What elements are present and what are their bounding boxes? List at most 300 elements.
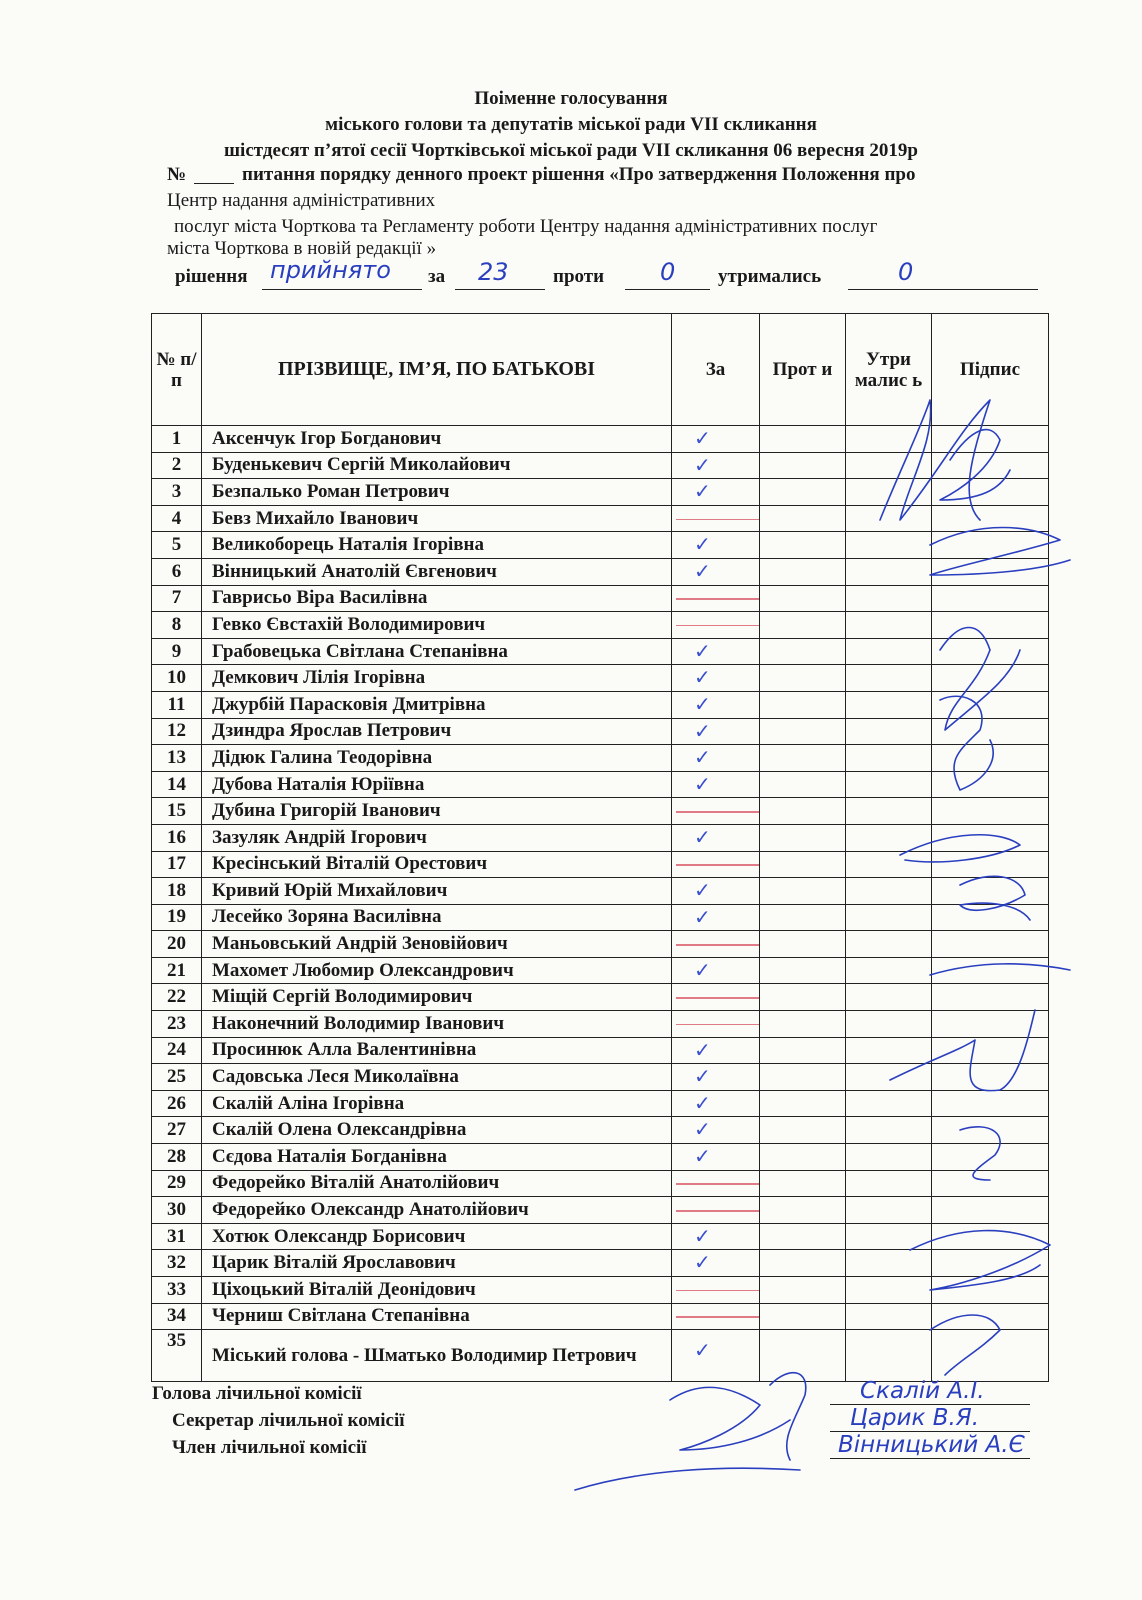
vote-against-cell <box>760 638 846 665</box>
vote-against-cell <box>760 1144 846 1171</box>
row-number: 10 <box>152 665 202 692</box>
checkmark-icon: ✓ <box>694 824 711 849</box>
member-label: Член лічильної комісії <box>172 1437 367 1458</box>
row-number: 28 <box>152 1144 202 1171</box>
abstain-underline <box>848 289 1038 290</box>
row-number: 26 <box>152 1090 202 1117</box>
signature-cell <box>932 904 1049 931</box>
vote-abstain-cell <box>846 585 932 612</box>
signature-cell <box>932 824 1049 851</box>
signature-cell <box>932 558 1049 585</box>
table-row <box>152 745 1049 772</box>
deputy-name: Садовська Леся Миколаївна <box>202 1064 672 1091</box>
row-number: 2 <box>152 452 202 479</box>
col-header-signature: Підпис <box>932 314 1049 426</box>
vote-against-cell <box>760 798 846 825</box>
vote-for-cell <box>672 558 760 585</box>
signature-cell <box>932 505 1049 532</box>
deputy-name: Скалій Олена Олександрівна <box>202 1117 672 1144</box>
vote-against-cell <box>760 904 846 931</box>
deputy-name: Вінницький Анатолій Євгенович <box>202 558 672 585</box>
table-row <box>152 771 1049 798</box>
signature-cell <box>932 612 1049 639</box>
deputy-name: Гевко Євстахій Володимирович <box>202 612 672 639</box>
vote-against-cell <box>760 824 846 851</box>
vote-for-cell <box>672 1090 760 1117</box>
vote-abstain-cell <box>846 745 932 772</box>
vote-for-cell <box>672 691 760 718</box>
against-underline <box>625 289 710 290</box>
row-number: 12 <box>152 718 202 745</box>
for-value: 23 <box>478 258 509 286</box>
vote-for-cell <box>672 798 760 825</box>
table-row <box>152 798 1049 825</box>
col-header-for: За <box>672 314 760 426</box>
signature-cell <box>932 1117 1049 1144</box>
absent-dash <box>676 811 760 813</box>
vote-for-cell <box>672 1223 760 1250</box>
absent-dash <box>676 1024 760 1026</box>
deputy-name: Міський голова - Шматько Володимир Петрович <box>202 1330 672 1382</box>
vote-abstain-cell <box>846 824 932 851</box>
vote-abstain-cell <box>846 1144 932 1171</box>
checkmark-icon: ✓ <box>694 718 711 743</box>
col-header-against: Прот и <box>760 314 846 426</box>
absent-dash <box>676 1183 760 1185</box>
table-row <box>152 878 1049 905</box>
chair-name: Скалій А.І. <box>860 1378 985 1404</box>
deputy-name: Зазуляк Андрій Ігорович <box>202 824 672 851</box>
vote-abstain-cell <box>846 426 932 453</box>
deputy-name: Великоборець Наталія Ігорівна <box>202 532 672 559</box>
vote-abstain-cell <box>846 1011 932 1038</box>
checkmark-icon: ✓ <box>694 426 711 450</box>
vote-for-cell <box>672 426 760 453</box>
deputy-name: Демкович Лілія Ігорівна <box>202 665 672 692</box>
vote-abstain-cell <box>846 931 932 958</box>
signature-cell <box>932 878 1049 905</box>
vote-for-cell <box>672 931 760 958</box>
issue-text-line-2: Центр надання адміністративних <box>167 190 436 211</box>
row-number: 33 <box>152 1277 202 1304</box>
vote-for-cell <box>672 1197 760 1224</box>
vote-for-cell <box>672 851 760 878</box>
deputy-name: Скалій Аліна Ігорівна <box>202 1090 672 1117</box>
vote-abstain-cell <box>846 878 932 905</box>
row-number: 7 <box>152 585 202 612</box>
vote-against-cell <box>760 1117 846 1144</box>
vote-against-cell <box>760 532 846 559</box>
vote-abstain-cell <box>846 505 932 532</box>
checkmark-icon: ✓ <box>694 904 711 929</box>
vote-table <box>151 313 1049 1382</box>
vote-for-cell <box>672 1250 760 1277</box>
vote-for-cell <box>672 1170 760 1197</box>
issue-text-line-4: міста Чорткова в новій редакції » <box>167 238 437 259</box>
table-row <box>152 957 1049 984</box>
vote-for-cell <box>672 745 760 772</box>
checkmark-icon: ✓ <box>694 1090 711 1115</box>
col-header-name: ПРІЗВИЩЕ, ІМ’Я, ПО БАТЬКОВІ <box>202 314 672 426</box>
row-number: 18 <box>152 878 202 905</box>
table-row <box>152 532 1049 559</box>
absent-dash <box>676 1210 760 1212</box>
member-name: Вінницький А.Є <box>838 1432 1025 1458</box>
issue-text-line-3: послуг міста Чорткова та Регламенту роботи Центру надання адміністративних послуг <box>174 216 878 237</box>
document-subtitle-1: міського голови та депутатів міської ради VII скликання <box>325 114 817 135</box>
vote-abstain-cell <box>846 1117 932 1144</box>
deputy-name: Хотюк Олександр Борисович <box>202 1223 672 1250</box>
signature-cell <box>932 665 1049 692</box>
for-label: за <box>428 266 446 287</box>
table-row <box>152 479 1049 506</box>
vote-abstain-cell <box>846 1090 932 1117</box>
row-number: 31 <box>152 1223 202 1250</box>
table-header-row <box>152 314 1049 426</box>
absent-dash <box>676 864 760 866</box>
signature-cell <box>932 718 1049 745</box>
vote-against-cell <box>760 1250 846 1277</box>
deputy-name: Аксенчук Ігор Богданович <box>202 426 672 453</box>
checkmark-icon: ✓ <box>694 771 711 796</box>
vote-abstain-cell <box>846 798 932 825</box>
signature-cell <box>932 452 1049 479</box>
table-row <box>152 691 1049 718</box>
table-row <box>152 1303 1049 1330</box>
table-row <box>152 1144 1049 1171</box>
vote-for-cell <box>672 1277 760 1304</box>
deputy-name: Федорейко Олександр Анатолійович <box>202 1197 672 1224</box>
row-number: 16 <box>152 824 202 851</box>
deputy-name: Дубина Григорій Іванович <box>202 798 672 825</box>
issue-number-prefix: № <box>167 164 187 185</box>
absent-dash <box>676 598 760 600</box>
deputy-name: Дідюк Галина Теодорівна <box>202 745 672 772</box>
table-row <box>152 558 1049 585</box>
deputy-name: Безпалько Роман Петрович <box>202 479 672 506</box>
issue-text: питання порядку денного проект рішення «Про затвердження Положення про <box>242 164 916 185</box>
vote-against-cell <box>760 1090 846 1117</box>
signature-cell <box>932 532 1049 559</box>
deputy-name: Федорейко Віталій Анатолійович <box>202 1170 672 1197</box>
checkmark-icon: ✓ <box>694 665 711 690</box>
vote-against-cell <box>760 452 846 479</box>
secretary-label: Секретар лічильної комісії <box>172 1410 405 1431</box>
vote-abstain-cell <box>846 1197 932 1224</box>
vote-against-cell <box>760 1223 846 1250</box>
vote-against-cell <box>760 851 846 878</box>
vote-for-cell <box>672 904 760 931</box>
table-row <box>152 665 1049 692</box>
vote-for-cell <box>672 718 760 745</box>
vote-against-cell <box>760 984 846 1011</box>
vote-abstain-cell <box>846 1037 932 1064</box>
deputy-name: Лесейко Зоряна Василівна <box>202 904 672 931</box>
vote-for-cell <box>672 665 760 692</box>
vote-for-cell <box>672 638 760 665</box>
row-number: 4 <box>152 505 202 532</box>
checkmark-icon: ✓ <box>694 1223 711 1248</box>
member-underline <box>830 1458 1030 1459</box>
checkmark-icon: ✓ <box>694 479 711 504</box>
row-number: 1 <box>152 426 202 453</box>
vote-abstain-cell <box>846 558 932 585</box>
deputy-name: Просинюк Алла Валентинівна <box>202 1037 672 1064</box>
checkmark-icon: ✓ <box>694 1064 711 1089</box>
signature-cell <box>932 1090 1049 1117</box>
signature-cell <box>932 1144 1049 1171</box>
table-row <box>152 718 1049 745</box>
checkmark-icon: ✓ <box>694 1338 711 1363</box>
vote-against-cell <box>760 1011 846 1038</box>
deputy-name: Царик Віталій Ярославович <box>202 1250 672 1277</box>
vote-against-cell <box>760 745 846 772</box>
vote-abstain-cell <box>846 665 932 692</box>
vote-against-cell <box>760 505 846 532</box>
row-number: 22 <box>152 984 202 1011</box>
signature-cell <box>932 1064 1049 1091</box>
table-row <box>152 505 1049 532</box>
signature-cell <box>932 426 1049 453</box>
vote-for-cell <box>672 771 760 798</box>
row-number: 5 <box>152 532 202 559</box>
vote-abstain-cell <box>846 532 932 559</box>
deputy-name: Ціхоцький Віталій Деонідович <box>202 1277 672 1304</box>
row-number: 14 <box>152 771 202 798</box>
table-row <box>152 1277 1049 1304</box>
vote-table-body <box>152 426 1049 1382</box>
deputy-name: Кривий Юрій Михайлович <box>202 878 672 905</box>
row-number: 20 <box>152 931 202 958</box>
vote-for-cell <box>672 1303 760 1330</box>
checkmark-icon: ✓ <box>694 745 711 770</box>
signature-cell <box>932 1037 1049 1064</box>
vote-against-cell <box>760 665 846 692</box>
vote-for-cell <box>672 532 760 559</box>
signature-scribble <box>770 1373 806 1460</box>
vote-abstain-cell <box>846 1330 932 1382</box>
deputy-name: Бевз Михайло Іванович <box>202 505 672 532</box>
vote-for-cell <box>672 1330 760 1382</box>
table-row <box>152 1037 1049 1064</box>
table-row <box>152 1250 1049 1277</box>
row-number: 25 <box>152 1064 202 1091</box>
row-number: 13 <box>152 745 202 772</box>
row-number: 32 <box>152 1250 202 1277</box>
table-row <box>152 931 1049 958</box>
table-row <box>152 1197 1049 1224</box>
vote-against-cell <box>760 931 846 958</box>
vote-for-cell <box>672 505 760 532</box>
checkmark-icon: ✓ <box>694 1117 711 1142</box>
decision-label: рішення <box>175 266 248 287</box>
vote-against-cell <box>760 585 846 612</box>
decision-value: прийнято <box>270 256 391 284</box>
table-row <box>152 824 1049 851</box>
table-row <box>152 612 1049 639</box>
vote-against-cell <box>760 878 846 905</box>
table-row <box>152 1330 1049 1382</box>
signature-cell <box>932 1197 1049 1224</box>
vote-abstain-cell <box>846 1250 932 1277</box>
checkmark-icon: ✓ <box>694 1250 711 1275</box>
vote-abstain-cell <box>846 904 932 931</box>
signature-cell <box>932 1303 1049 1330</box>
deputy-name: Буденькевич Сергій Миколайович <box>202 452 672 479</box>
issue-number-blank <box>194 183 234 184</box>
vote-for-cell <box>672 452 760 479</box>
signature-scribble <box>575 1468 800 1490</box>
signature-cell <box>932 1170 1049 1197</box>
vote-abstain-cell <box>846 984 932 1011</box>
vote-against-cell <box>760 426 846 453</box>
checkmark-icon: ✓ <box>694 1037 711 1062</box>
table-row <box>152 638 1049 665</box>
vote-against-cell <box>760 558 846 585</box>
row-number: 30 <box>152 1197 202 1224</box>
vote-for-cell <box>672 1064 760 1091</box>
vote-for-cell <box>672 878 760 905</box>
table-row <box>152 851 1049 878</box>
vote-against-cell <box>760 1064 846 1091</box>
signature-cell <box>932 638 1049 665</box>
deputy-name: Джурбій Парасковія Дмитрівна <box>202 691 672 718</box>
checkmark-icon: ✓ <box>694 638 711 663</box>
vote-for-cell <box>672 957 760 984</box>
absent-dash <box>676 519 760 521</box>
table-row <box>152 1223 1049 1250</box>
row-number: 29 <box>152 1170 202 1197</box>
col-header-abstain: Утри малис ь <box>846 314 932 426</box>
chair-label: Голова лічильної комісії <box>152 1383 362 1404</box>
vote-abstain-cell <box>846 638 932 665</box>
vote-for-cell <box>672 612 760 639</box>
signature-cell <box>932 771 1049 798</box>
signature-cell <box>932 984 1049 1011</box>
vote-against-cell <box>760 1277 846 1304</box>
row-number: 27 <box>152 1117 202 1144</box>
table-row <box>152 984 1049 1011</box>
absent-dash <box>676 944 760 946</box>
vote-against-cell <box>760 1037 846 1064</box>
deputy-name: Гаврисьо Віра Василівна <box>202 585 672 612</box>
table-row <box>152 1170 1049 1197</box>
vote-abstain-cell <box>846 452 932 479</box>
row-number: 21 <box>152 957 202 984</box>
row-number: 34 <box>152 1303 202 1330</box>
deputy-name: Грабовецька Світлана Степанівна <box>202 638 672 665</box>
vote-for-cell <box>672 824 760 851</box>
signature-cell <box>932 957 1049 984</box>
vote-for-cell <box>672 1117 760 1144</box>
signature-cell <box>932 1223 1049 1250</box>
vote-against-cell <box>760 771 846 798</box>
signature-cell <box>932 1330 1049 1382</box>
row-number: 19 <box>152 904 202 931</box>
vote-abstain-cell <box>846 1064 932 1091</box>
vote-for-cell <box>672 1011 760 1038</box>
checkmark-icon: ✓ <box>694 558 711 583</box>
absent-dash <box>676 997 760 999</box>
vote-abstain-cell <box>846 1223 932 1250</box>
deputy-name: Кресінський Віталій Орестович <box>202 851 672 878</box>
decision-underline <box>262 289 422 290</box>
vote-against-cell <box>760 1330 846 1382</box>
vote-against-cell <box>760 1197 846 1224</box>
signature-cell <box>932 851 1049 878</box>
checkmark-icon: ✓ <box>694 957 711 982</box>
checkmark-icon: ✓ <box>694 452 711 477</box>
vote-abstain-cell <box>846 1277 932 1304</box>
signature-cell <box>932 585 1049 612</box>
abstain-value: 0 <box>898 258 914 286</box>
row-number: 3 <box>152 479 202 506</box>
table-row <box>152 1090 1049 1117</box>
row-number: 15 <box>152 798 202 825</box>
vote-against-cell <box>760 612 846 639</box>
row-number: 35 <box>152 1330 202 1382</box>
signature-cell <box>932 1277 1049 1304</box>
table-row <box>152 1011 1049 1038</box>
vote-for-cell <box>672 1037 760 1064</box>
vote-abstain-cell <box>846 612 932 639</box>
against-value: 0 <box>660 258 676 286</box>
signature-cell <box>932 1011 1049 1038</box>
row-number: 8 <box>152 612 202 639</box>
deputy-name: Маньовський Андрій Зеновійович <box>202 931 672 958</box>
vote-for-cell <box>672 984 760 1011</box>
deputy-name: Махомет Любомир Олександрович <box>202 957 672 984</box>
row-number: 17 <box>152 851 202 878</box>
document-subtitle-2: шістдесят п’ятої сесії Чортківської міської ради VII скликання 06 вересня 2019р <box>224 140 918 161</box>
absent-dash <box>676 1316 760 1318</box>
vote-abstain-cell <box>846 691 932 718</box>
vote-abstain-cell <box>846 479 932 506</box>
signature-cell <box>932 691 1049 718</box>
vote-abstain-cell <box>846 771 932 798</box>
secretary-name: Царик В.Я. <box>850 1405 980 1431</box>
deputy-name: Сєдова Наталія Богданівна <box>202 1144 672 1171</box>
vote-abstain-cell <box>846 851 932 878</box>
against-label: проти <box>553 266 605 287</box>
row-number: 6 <box>152 558 202 585</box>
vote-abstain-cell <box>846 1170 932 1197</box>
deputy-name: Черниш Світлана Степанівна <box>202 1303 672 1330</box>
signature-cell <box>932 931 1049 958</box>
vote-for-cell <box>672 1144 760 1171</box>
for-underline <box>455 289 545 290</box>
table-row <box>152 585 1049 612</box>
vote-abstain-cell <box>846 1303 932 1330</box>
vote-abstain-cell <box>846 718 932 745</box>
absent-dash <box>676 1290 760 1292</box>
document-title: Поіменне голосування <box>474 88 668 109</box>
signature-cell <box>932 798 1049 825</box>
signature-cell <box>932 479 1049 506</box>
signature-cell <box>932 1250 1049 1277</box>
absent-dash <box>676 625 760 627</box>
vote-for-cell <box>672 585 760 612</box>
deputy-name: Міщій Сергій Володимирович <box>202 984 672 1011</box>
deputy-name: Дзиндра Ярослав Петрович <box>202 718 672 745</box>
vote-against-cell <box>760 957 846 984</box>
table-row <box>152 452 1049 479</box>
row-number: 23 <box>152 1011 202 1038</box>
deputy-name: Наконечний Володимир Іванович <box>202 1011 672 1038</box>
vote-against-cell <box>760 1303 846 1330</box>
checkmark-icon: ✓ <box>694 691 711 716</box>
vote-against-cell <box>760 479 846 506</box>
